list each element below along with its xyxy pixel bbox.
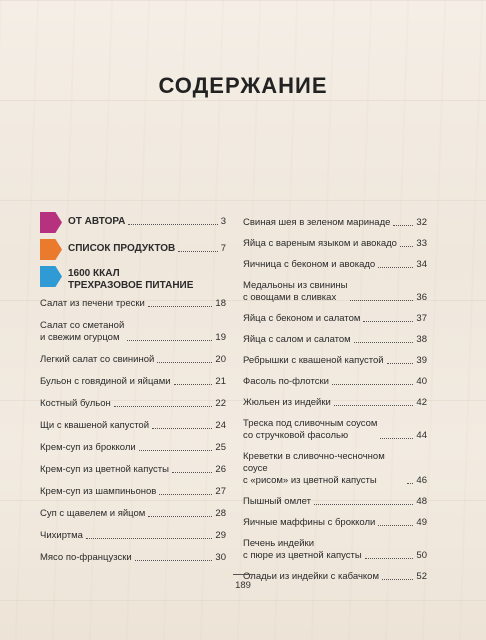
toc-entry-page: 36 xyxy=(416,292,427,303)
toc-entry-label: Салат со сметаной и свежим огурцом xyxy=(40,320,125,343)
toc-entry-label: Яйца с беконом и салатом xyxy=(243,313,361,324)
toc-entry[interactable] xyxy=(40,298,226,310)
leader-dots xyxy=(314,504,413,505)
toc-entry[interactable] xyxy=(40,486,226,498)
toc-entry-page: 19 xyxy=(215,332,226,343)
toc-entry-page: 42 xyxy=(416,397,427,408)
leader-dots xyxy=(400,246,413,247)
leader-dots xyxy=(172,472,212,473)
magenta-marker-icon xyxy=(40,212,62,233)
toc-entry[interactable] xyxy=(40,354,226,366)
orange-marker-icon xyxy=(40,239,62,260)
toc-entry-page: 40 xyxy=(416,376,427,387)
toc-entry-label: Жюльен из индейки xyxy=(243,397,331,408)
leader-dots xyxy=(380,438,413,439)
toc-entry-page: 27 xyxy=(215,486,226,497)
leader-dots xyxy=(407,483,413,484)
toc-entry-page: 44 xyxy=(416,430,427,441)
toc-entry-page: 26 xyxy=(215,464,226,475)
toc-right-entries xyxy=(243,217,427,583)
toc-entry[interactable] xyxy=(243,538,427,562)
section-label: ОТ АВТОРА xyxy=(68,216,126,227)
toc-entry-page: 24 xyxy=(215,420,226,431)
toc-entry-page: 25 xyxy=(215,442,226,453)
toc-entry[interactable] xyxy=(243,334,427,346)
toc-entry-page: 18 xyxy=(215,298,226,309)
section-label: 1600 ККАЛ ТРЕХРАЗОВОЕ ПИТАНИЕ xyxy=(68,268,194,291)
toc-entry-label: Креветки в сливочно-чесночном соусе с «рисом» из цветной капусты xyxy=(243,451,385,486)
toc-entry-page: 49 xyxy=(416,517,427,528)
leader-dots xyxy=(378,267,413,268)
section-label: СПИСОК ПРОДУКТОВ xyxy=(68,243,176,254)
toc-entry-label: Чихиртма xyxy=(40,530,83,541)
toc-entry[interactable] xyxy=(243,451,427,487)
toc-entry[interactable] xyxy=(243,418,427,442)
toc-entry-label: Пышный омлет xyxy=(243,496,311,507)
toc-entry-page: 28 xyxy=(215,508,226,519)
toc-section-plan[interactable] xyxy=(40,266,226,292)
toc-entry[interactable] xyxy=(40,442,226,454)
leader-dots xyxy=(139,450,213,451)
toc-entry-label: Оладьи из индейки с кабачком xyxy=(243,571,380,582)
toc-entry-label: Салат из печени трески xyxy=(40,298,145,309)
toc-right-column xyxy=(243,217,427,592)
toc-left-entries xyxy=(40,298,226,564)
page-number-rule xyxy=(233,574,253,575)
leader-dots xyxy=(148,306,213,307)
toc-entry-label: Щи с квашеной капустой xyxy=(40,420,150,431)
leader-dots xyxy=(135,560,213,561)
toc-entry-label: Легкий салат со свининой xyxy=(40,354,155,365)
leader-dots xyxy=(128,224,217,225)
toc-entry[interactable] xyxy=(243,280,427,304)
toc-entry-label: Печень индейки с пюре из цветной капусты xyxy=(243,538,362,561)
toc-entry[interactable] xyxy=(40,398,226,410)
toc-entry-page: 34 xyxy=(416,259,427,270)
leader-dots xyxy=(378,525,413,526)
toc-entry-label: Крем-суп из брокколи xyxy=(40,442,136,453)
toc-entry-label: Свиная шея в зеленом маринаде xyxy=(243,217,391,228)
leader-dots xyxy=(363,321,413,322)
section-page: 3 xyxy=(220,216,226,227)
leader-dots xyxy=(159,494,212,495)
toc-entry-label: Крем-суп из цветной капусты xyxy=(40,464,169,475)
toc-section-products[interactable] xyxy=(40,239,226,260)
leader-dots xyxy=(86,538,212,539)
leader-dots xyxy=(365,558,414,559)
toc-entry-page: 52 xyxy=(416,571,427,582)
toc-entry-page: 29 xyxy=(215,530,226,541)
toc-entry-label: Костный бульон xyxy=(40,398,111,409)
toc-entry-label: Медальоны из свинины с овощами в сливках xyxy=(243,280,348,303)
toc-entry-page: 48 xyxy=(416,496,427,507)
toc-entry-page: 39 xyxy=(416,355,427,366)
leader-dots xyxy=(127,340,212,341)
blue-marker-icon xyxy=(40,266,62,287)
leader-dots xyxy=(114,406,213,407)
leader-dots xyxy=(178,251,217,252)
toc-entry-label: Яичница с беконом и авокадо xyxy=(243,259,376,270)
toc-entry[interactable] xyxy=(40,530,226,542)
section-page: 7 xyxy=(220,243,226,254)
leader-dots xyxy=(148,516,212,517)
toc-entry-label: Мясо по-французски xyxy=(40,552,132,563)
toc-entry-label: Яичные маффины с брокколи xyxy=(243,517,376,528)
toc-entry-page: 33 xyxy=(416,238,427,249)
toc-entry-page: 37 xyxy=(416,313,427,324)
leader-dots xyxy=(174,384,213,385)
toc-entry-label: Яйца с вареным языком и авокадо xyxy=(243,238,397,249)
toc-entry[interactable] xyxy=(40,508,226,520)
toc-entry[interactable] xyxy=(243,217,427,229)
toc-entry[interactable] xyxy=(40,464,226,476)
toc-entry[interactable] xyxy=(243,517,427,529)
toc-entry-label: Ребрышки с квашеной капустой xyxy=(243,355,384,366)
toc-entry-label: Фасоль по-флотски xyxy=(243,376,329,387)
page-title: СОДЕРЖАНИЕ xyxy=(158,73,328,98)
toc-entry-label: Бульон с говядиной и яйцами xyxy=(40,376,171,387)
toc-entry-page: 22 xyxy=(215,398,226,409)
toc-entry[interactable] xyxy=(243,355,427,367)
toc-entry[interactable] xyxy=(243,376,427,388)
leader-dots xyxy=(334,405,414,406)
toc-entry-label: Яйца с салом и салатом xyxy=(243,334,351,345)
toc-entry[interactable] xyxy=(243,238,427,250)
leader-dots xyxy=(393,225,413,226)
leader-dots xyxy=(152,428,212,429)
toc-entry-label: Суп с щавелем и яйцом xyxy=(40,508,146,519)
toc-entry-page: 21 xyxy=(215,376,226,387)
toc-entry-page: 50 xyxy=(416,550,427,561)
leader-dots xyxy=(350,300,413,301)
leader-dots xyxy=(157,362,212,363)
toc-entry[interactable] xyxy=(243,259,427,271)
toc-entry[interactable] xyxy=(40,320,226,344)
leader-dots xyxy=(354,342,414,343)
toc-entry-page: 20 xyxy=(215,354,226,365)
toc-section-author[interactable] xyxy=(40,212,226,233)
toc-entry[interactable] xyxy=(40,376,226,388)
leader-dots xyxy=(387,363,414,364)
page-number: 189 xyxy=(235,580,251,591)
toc-left-column xyxy=(40,212,226,574)
leader-dots xyxy=(332,384,413,385)
toc-entry-label: Крем-суп из шампиньонов xyxy=(40,486,157,497)
toc-entry[interactable] xyxy=(243,496,427,508)
toc-entry-page: 32 xyxy=(416,217,427,228)
toc-entry[interactable] xyxy=(40,552,226,564)
toc-entry-page: 30 xyxy=(215,552,226,563)
toc-entry-label: Треска под сливочным соусом со стручковой фасолью xyxy=(243,418,378,441)
toc-entry-page: 46 xyxy=(416,475,427,486)
toc-entry[interactable] xyxy=(243,397,427,409)
toc-entry-page: 38 xyxy=(416,334,427,345)
toc-entry[interactable] xyxy=(243,313,427,325)
toc-entry[interactable] xyxy=(40,420,226,432)
